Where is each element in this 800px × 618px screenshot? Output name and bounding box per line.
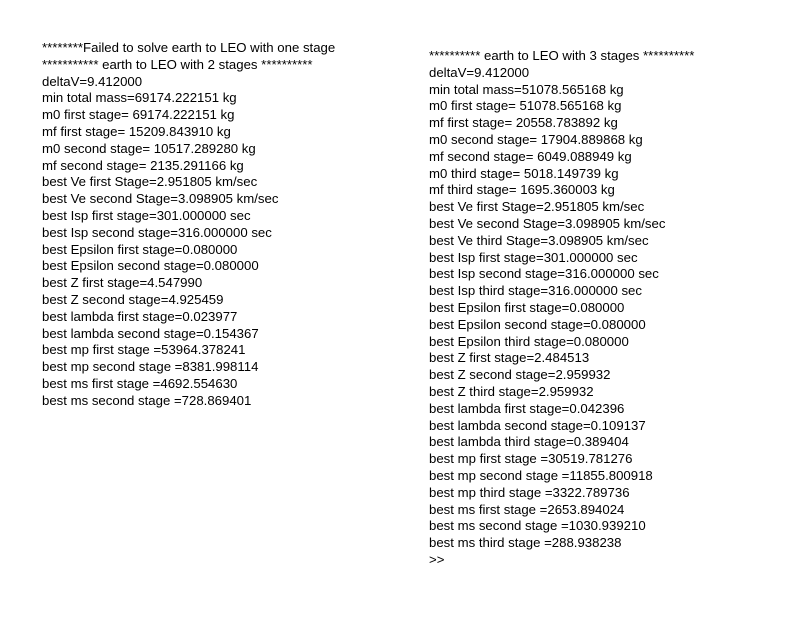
three-stage-output — [429, 48, 694, 569]
two-stage-output-line: best Z first stage=4.547990 — [42, 275, 203, 291]
three-stage-output-line: best lambda first stage=0.042396 — [429, 400, 625, 416]
three-stage-output-line: best Ve second Stage=3.098905 km/sec — [429, 215, 666, 231]
two-stage-output-line: min total mass=69174.222151 kg — [42, 90, 237, 106]
three-stage-output-line: best Ve first Stage=2.951805 km/sec — [429, 199, 645, 215]
two-stage-output-line: best ms second stage =728.869401 — [42, 392, 252, 408]
two-stage-output — [42, 40, 335, 410]
three-stage-output-line: ********** earth to LEO with 3 stages ********** — [429, 48, 695, 63]
two-stage-output-line: best Ve first Stage=2.951805 km/sec — [42, 174, 258, 190]
two-stage-output-line: best Epsilon second stage=0.080000 — [42, 258, 259, 274]
three-stage-output-line: best Z first stage=2.484513 — [429, 350, 590, 366]
three-stage-output-line: best lambda third stage=0.389404 — [429, 434, 629, 450]
two-stage-output-line: m0 second stage= 10517.289280 kg — [42, 140, 256, 156]
two-stage-output-line: best Epsilon first stage=0.080000 — [42, 241, 238, 257]
three-stage-output-line: best Epsilon third stage=0.080000 — [429, 333, 629, 349]
three-stage-output-line: mf first stage= 20558.783892 kg — [429, 115, 618, 131]
two-stage-output-line: best mp first stage =53964.378241 — [42, 342, 246, 358]
three-stage-output-line: >> — [429, 551, 445, 567]
three-stage-output-line: best Isp second stage=316.000000 sec — [429, 266, 659, 282]
two-stage-output-line: best lambda first stage=0.023977 — [42, 308, 238, 324]
three-stage-output-line: best Epsilon second stage=0.080000 — [429, 316, 646, 332]
three-stage-output-line: best Z second stage=2.959932 — [429, 367, 611, 383]
two-stage-output-line: m0 first stage= 69174.222151 kg — [42, 107, 235, 123]
two-stage-output-line: best Z second stage=4.925459 — [42, 291, 224, 307]
three-stage-output-line: best Isp third stage=316.000000 sec — [429, 283, 642, 299]
two-stage-output-line: best lambda second stage=0.154367 — [42, 325, 259, 341]
three-stage-output-line: m0 third stage= 5018.149739 kg — [429, 165, 619, 181]
three-stage-output-line: best ms second stage =1030.939210 — [429, 518, 646, 534]
three-stage-output-line: best ms third stage =288.938238 — [429, 535, 622, 551]
three-stage-output-line: best Isp first stage=301.000000 sec — [429, 249, 638, 265]
two-stage-output-line: deltaV=9.412000 — [42, 73, 143, 89]
three-stage-output-line: best mp first stage =30519.781276 — [429, 451, 633, 467]
three-stage-output-line: deltaV=9.412000 — [429, 64, 530, 80]
two-stage-output-line: *********** earth to LEO with 2 stages ********** — [42, 56, 313, 72]
two-stage-output-line: best mp second stage =8381.998114 — [42, 359, 259, 375]
three-stage-output-line: best ms first stage =2653.894024 — [429, 501, 625, 517]
two-stage-output-line: ********Failed to solve earth to LEO with one stage — [42, 40, 336, 55]
three-stage-output-line: best Epsilon first stage=0.080000 — [429, 299, 625, 315]
three-stage-output-line: best Ve third Stage=3.098905 km/sec — [429, 232, 649, 248]
three-stage-output-line: mf third stage= 1695.360003 kg — [429, 182, 615, 198]
three-stage-output-line: m0 second stage= 17904.889868 kg — [429, 131, 643, 147]
two-stage-output-line: best Ve second Stage=3.098905 km/sec — [42, 191, 279, 207]
three-stage-output-line: best mp second stage =11855.800918 — [429, 467, 653, 483]
three-stage-output-line: min total mass=51078.565168 kg — [429, 81, 624, 97]
three-stage-output-line: m0 first stage= 51078.565168 kg — [429, 98, 622, 114]
three-stage-output-line: best lambda second stage=0.109137 — [429, 417, 646, 433]
two-stage-output-line: mf first stage= 15209.843910 kg — [42, 123, 231, 139]
three-stage-output-line: best mp third stage =3322.789736 — [429, 484, 630, 500]
two-stage-output-line: best ms first stage =4692.554630 — [42, 375, 238, 391]
two-stage-output-line: best Isp second stage=316.000000 sec — [42, 224, 272, 240]
three-stage-output-line: mf second stage= 6049.088949 kg — [429, 148, 632, 164]
two-stage-output-line: best Isp first stage=301.000000 sec — [42, 207, 251, 223]
three-stage-output-line: best Z third stage=2.959932 — [429, 383, 594, 399]
two-stage-output-line: mf second stage= 2135.291166 kg — [42, 157, 244, 173]
